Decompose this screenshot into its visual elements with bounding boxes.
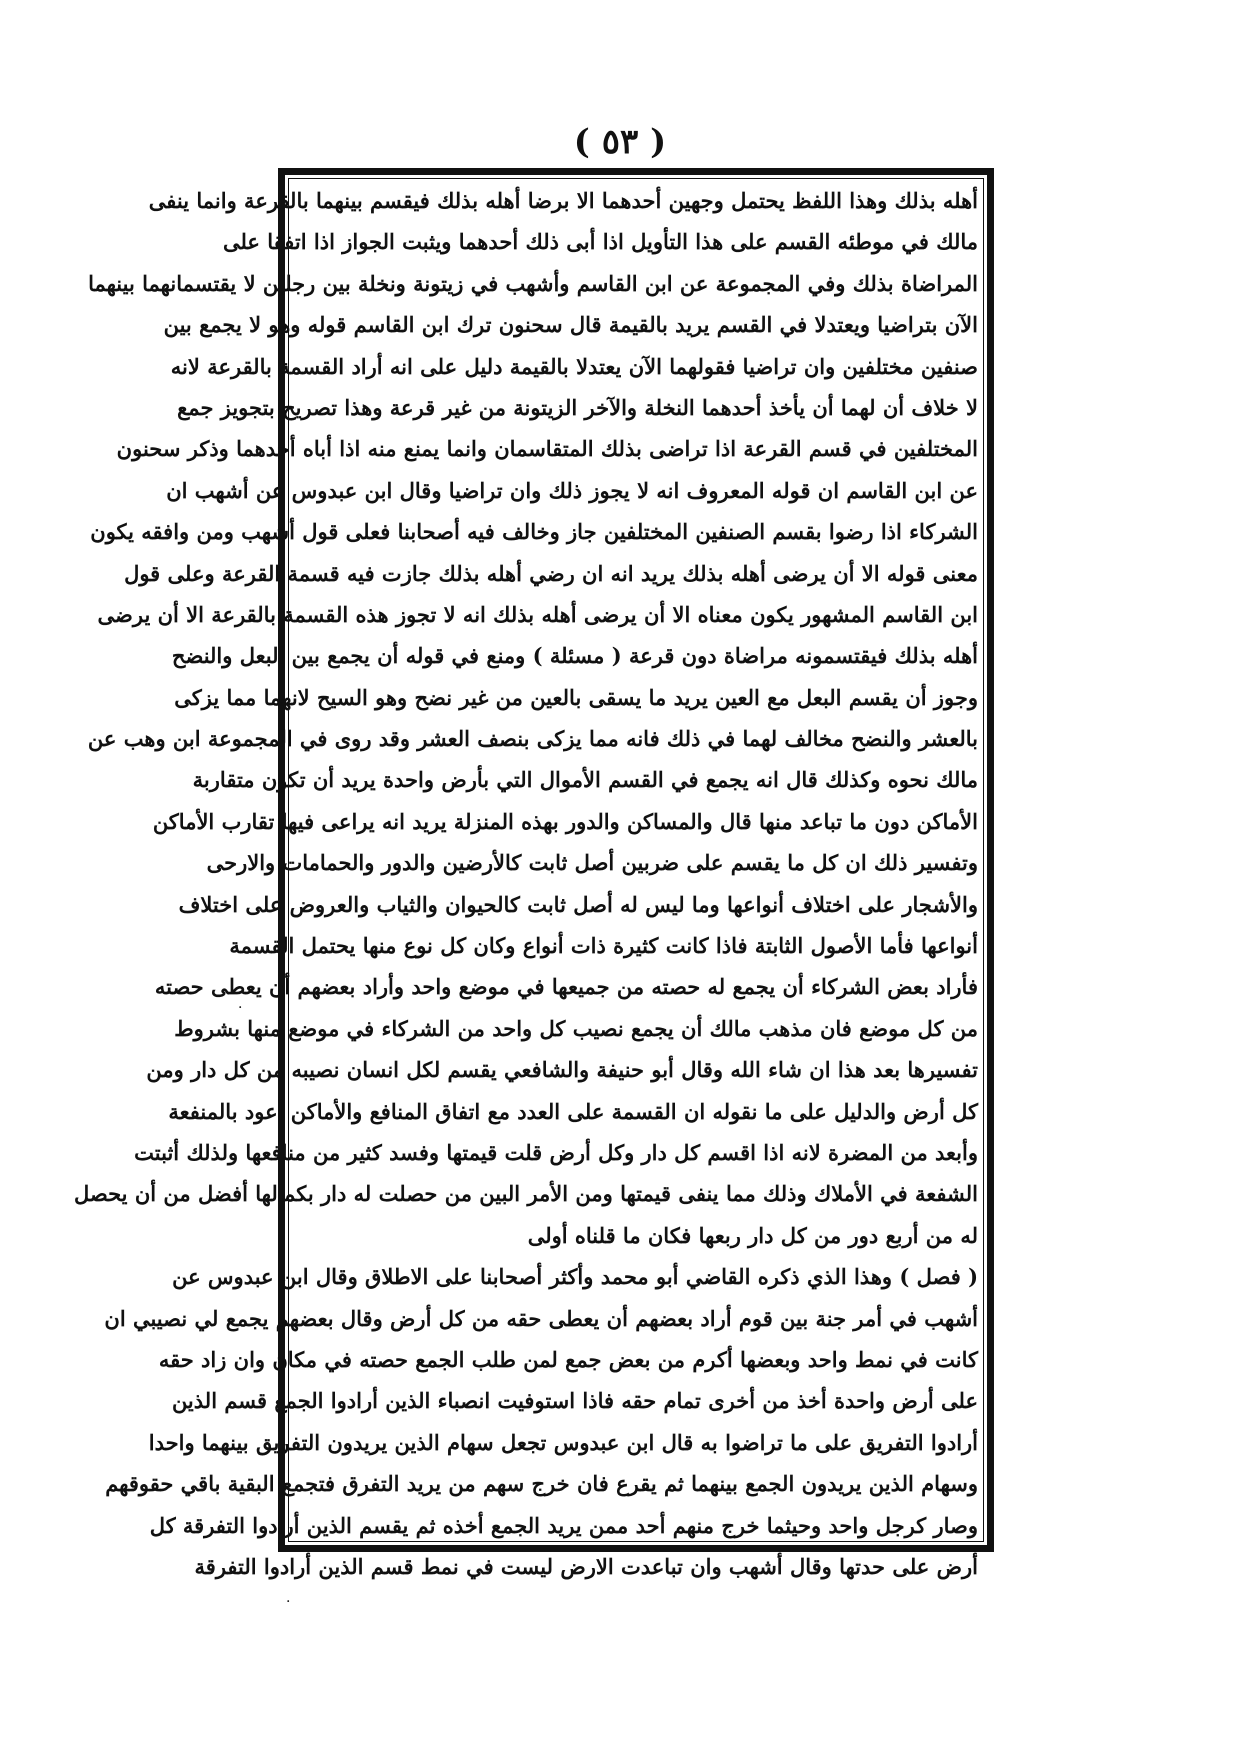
text-line: صنفين مختلفين وان تراضيا فقولهما الآن يعتدلا بالقيمة دليل على انه أراد القسمة بالقرعة لانه [170,353,978,379]
text-line: أهله بذلك فيقتسمونه مراضاة دون قرعة ( مسئلة ) ومنع في قوله أن يجمع بين البعل والنضح [171,643,978,669]
text-line: لا خلاف أن لهما أن يأخذ أحدهما النخلة والآخر الزيتونة من غير قرعة وهذا تصريح بتجويز جمع [177,394,978,420]
text-line: وصار كرجل واحد وحيثما خرج منهم أحد ممن يريد الجمع أخذه ثم يقسم الذين أرادوا التفرقة كل [149,1512,978,1538]
text-line: فأراد بعض الشركاء أن يجمع له حصته من جميعها في موضع واحد وأراد بعضهم أن يعطى حصته [154,974,978,1000]
text-line: الأماكن دون ما تباعد منها قال والمساكن والدور بهذه المنزلة يريد انه يراعى فيها تقارب الأماكن [152,808,978,834]
page-number: ( ٥٣ ) [573,122,667,162]
text-line: الشفعة في الأملاك وذلك مما ينفى قيمتها ومن الأمر البين من حصلت له دار بكمالها أفضل من أن يحصل [74,1181,978,1207]
text-line: تفسيرها بعد هذا ان شاء الله وقال أبو حنيفة والشافعي يقسم لكل انسان نصيبه من كل دار ومن [146,1057,978,1083]
text-line: عن ابن القاسم ان قوله المعروف انه لا يجوز ذلك وان تراضيا وقال ابن عبدوس عن أشهب ان [166,477,978,503]
scan-speck: · [238,1000,243,1016]
text-line: وسهام الذين يريدون الجمع بينهما ثم يقرع فان خرج سهم من يريد التفرق فتجمع البقية باقي حقوقهم [105,1471,978,1497]
text-line: وتفسير ذلك ان كل ما يقسم على ضربين أصل ثابت كالأرضين والدور والحمامات والارحى [206,850,978,876]
text-line: أنواعها فأما الأصول الثابتة فاذا كانت كثيرة ذات أنواع وكان كل نوع منها يحتمل القسمة [229,933,978,959]
text-line: ابن القاسم المشهور يكون معناه الا أن يرضى أهله بذلك انه لا تجوز هذه القسمة بالقرعة الا أن يرضى [97,601,978,627]
text-line: له من أربع دور من كل دار ربعها فكان ما قلناه أولى [527,1222,978,1248]
text-line: الشركاء اذا رضوا بقسم الصنفين المختلفين جاز وخالف فيه أصحابنا فعلى قول أشهب ومن وافقه يكون [90,519,978,545]
text-line: مالك في موطئه القسم على هذا التأويل اذا أبى ذلك أحدهما ويثبت الجواز اذا اتفقا على [222,229,978,255]
text-line: من كل موضع فان مذهب مالك أن يجمع نصيب كل واحد من الشركاء في موضع منها بشروط [174,1015,978,1041]
text-line: كانت في نمط واحد وبعضها أكرم من بعض جمع لمن طلب الجمع حصته في مكان وان زاد حقه [158,1346,978,1372]
text-line: مالك نحوه وكذلك قال انه يجمع في القسم الأموال التي بأرض واحدة يريد أن تكون متقاربة [192,767,978,793]
text-line: أهله بذلك وهذا اللفظ يحتمل وجهين أحدهما الا برضا أهله بذلك فيقسم بينهما بالقرعة وانما ينفى [148,188,978,213]
text-line: الآن بتراضيا ويعتدلا في القسم يريد بالقيمة قال سحنون ترك ابن القاسم قوله وهو لا يجمع بين [163,312,978,338]
text-line: ( فصل ) وهذا الذي ذكره القاضي أبو محمد وأكثر أصحابنا على الاطلاق وقال ابن عبدوس عن [172,1264,978,1290]
text-line: أرض على حدتها وقال أشهب وان تباعدت الارض ليست في نمط قسم الذين أرادوا التفرقة [194,1553,978,1579]
text-line: بالعشر والنضح مخالف لهما في ذلك فانه مما يزكى بنصف العشر وقد روى في المجموعة ابن وهب عن [87,726,978,752]
text-line: المختلفين في قسم القرعة اذا تراضى بذلك المتقاسمان وانما يمنع منه اذا أباه أحدهما وذكر سحنون [116,436,978,462]
text-line: أشهب في أمر جنة بين قوم أراد بعضهم أن يعطى حقه من كل أرض وقال بعضهم يجمع لي نصيبي ان [104,1305,978,1331]
text-line: المراضاة بذلك وفي المجموعة عن ابن القاسم وأشهب في زيتونة ونخلة بين رجلين لا يقتسمانهما بينهما [88,270,978,296]
scan-speck: · [286,1594,291,1610]
text-line: على أرض واحدة أخذ من أخرى تمام حقه فاذا استوفيت انصباء الذين أرادوا الجمع قسم الذين [171,1388,978,1414]
text-line: معنى قوله الا أن يرضى أهله بذلك يريد انه ان رضي أهله بذلك جازت فيه قسمة القرعة وعلى قول [124,560,978,586]
text-line: وجوز أن يقسم البعل مع العين يريد ما يسقى بالعين من غير نضح وهو السيح لانهما مما يزكى [174,684,978,710]
text-line: كل أرض والدليل على ما نقوله ان القسمة على العدد مع اتفاق المنافع والأماكن أعود بالمنفعة [168,1098,978,1124]
body-text [74,180,984,1579]
text-line: والأشجار على اختلاف أنواعها وما ليس له أصل ثابت كالحيوان والثياب والعروض على اختلاف [178,891,978,917]
text-line: وأبعد من المضرة لانه اذا اقسم كل دار وكل أرض قلت قيمتها وفسد كثير من منافعها ولذلك أثبتت [134,1139,978,1165]
text-line: أرادوا التفريق على ما تراضوا به قال ابن عبدوس تجعل سهام الذين يريدون التفريق بينهما واحدا [148,1429,978,1455]
